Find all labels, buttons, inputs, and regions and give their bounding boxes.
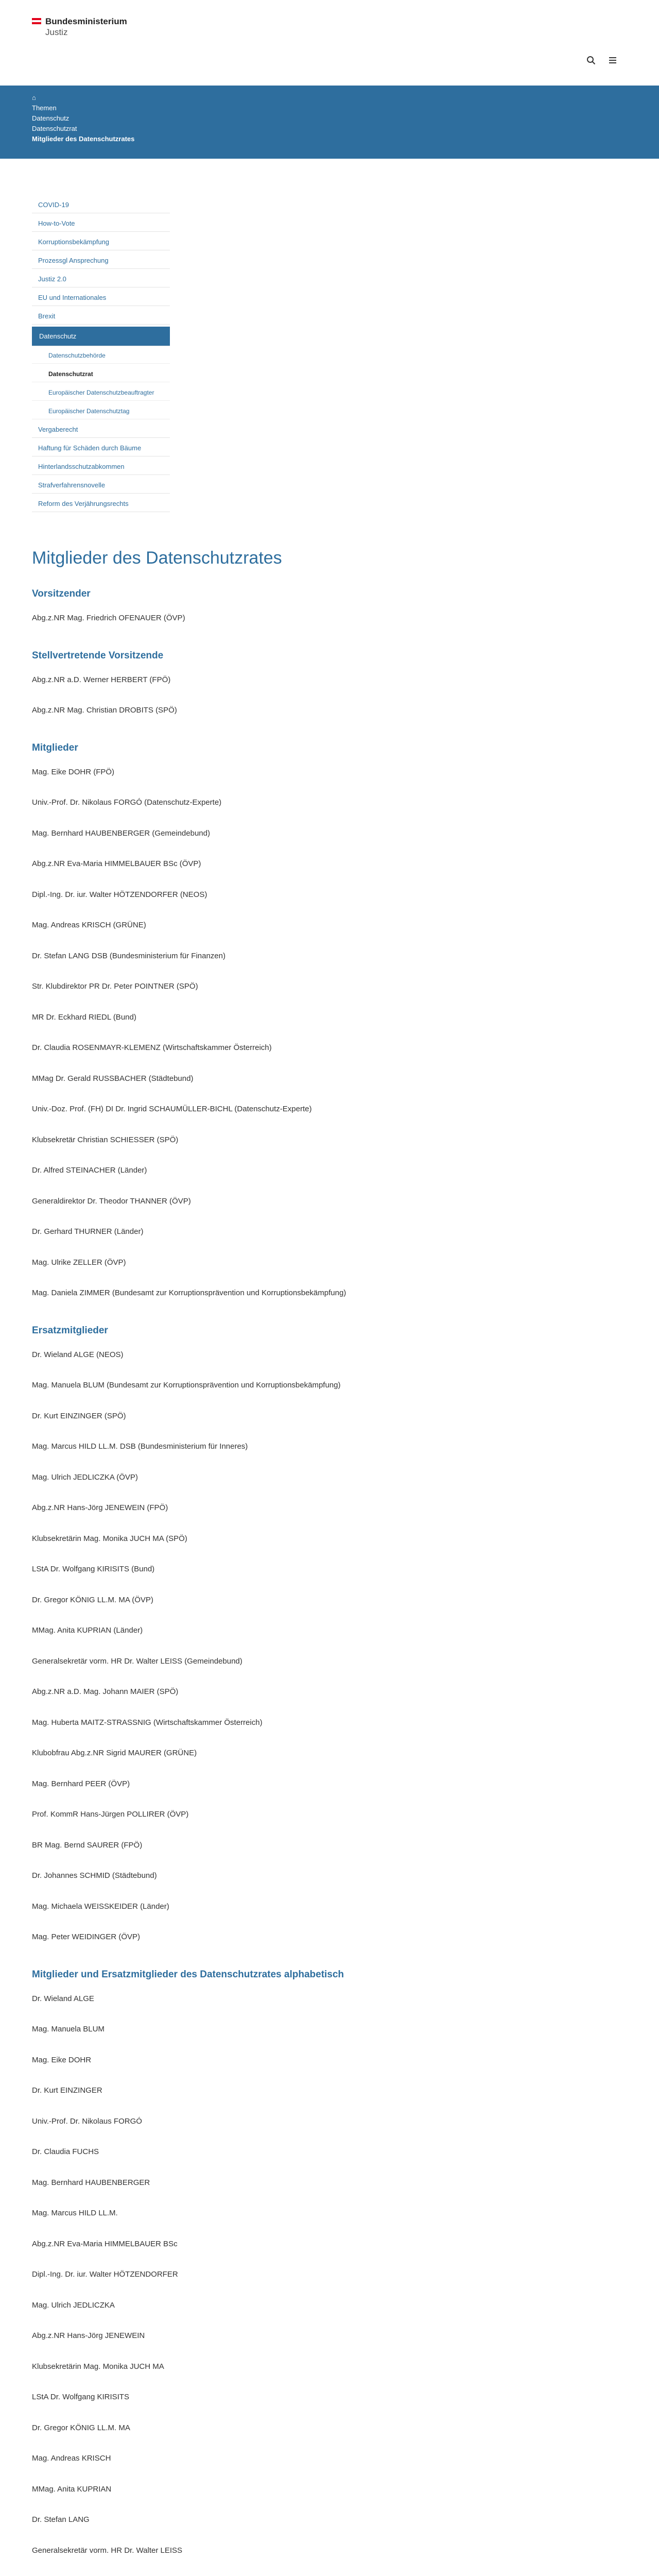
section-heading: Mitglieder (32, 742, 78, 753)
sidebar-item[interactable]: Justiz 2.0 (32, 271, 170, 287)
sidebar-item[interactable]: Korruptionsbekämpfung (32, 234, 170, 250)
logo-subtitle: Justiz (45, 27, 68, 37)
member-entry: Dr. Gerhard THURNER (Länder) (32, 1227, 144, 1236)
member-entry: Mag. Ulrike ZELLER (ÖVP) (32, 1258, 126, 1267)
member-entry: Dr. Stefan LANG DSB (Bundesministerium für Finanzen) (32, 951, 226, 960)
member-entry: Str. Klubdirektor PR Dr. Peter POINTNER (SPÖ) (32, 982, 198, 991)
austrian-flag-icon (32, 18, 41, 24)
sidebar-item[interactable]: Europäischer Datenschutzbeauftragter (32, 384, 170, 401)
member-entry: Univ.-Doz. Prof. (FH) DI Dr. Ingrid SCHAUMÜLLER-BICHL (Datenschutz-Experte) (32, 1105, 312, 1113)
member-entry: Mag. Andreas KRISCH (GRÜNE) (32, 921, 146, 929)
sidebar-item[interactable]: Prozessgl Ansprechung (32, 252, 170, 269)
member-entry: Mag. Manuela BLUM (Bundesamt zur Korruptionsprävention und Korruptionsbekämpfung) (32, 1381, 341, 1389)
member-entry: Generalsekretär vorm. HR Dr. Walter LEISS (32, 2546, 183, 2555)
member-entry: Mag. Michaela WEISSKEIDER (Länder) (32, 1902, 169, 1911)
member-entry: Dr. Stefan LANG (32, 2515, 90, 2524)
logo-title: Bundesministerium (45, 16, 127, 26)
sidebar-item[interactable]: Datenschutz (32, 327, 170, 346)
member-entry: Klubsekretär Christian SCHIESSER (SPÖ) (32, 1135, 179, 1144)
member-entry: Klubsekretärin Mag. Monika JUCH MA (32, 2362, 164, 2371)
sidebar-item[interactable]: Reform des Verjährungsrechts (32, 496, 170, 512)
member-entry: Dr. Wieland ALGE (NEOS) (32, 1350, 124, 1359)
member-entry: Mag. Huberta MAITZ-STRASSNIG (Wirtschaftskammer Österreich) (32, 1718, 263, 1727)
section-heading: Mitglieder und Ersatzmitglieder des Datenschutzrates alphabetisch (32, 1969, 344, 1980)
member-entry: BR Mag. Bernd SAURER (FPÖ) (32, 1840, 143, 1850)
section-heading: Vorsitzender (32, 588, 91, 599)
member-entry: Prof. KommR Hans-Jürgen POLLIRER (ÖVP) (32, 1810, 189, 1819)
sidebar-item[interactable]: EU und Internationales (32, 290, 170, 306)
sidebar-item[interactable]: Europäischer Datenschutztag (32, 403, 170, 419)
breadcrumb-banner (0, 86, 659, 159)
member-entry: MMag. Anita KUPRIAN (32, 2484, 112, 2494)
sidebar-item[interactable]: Vergaberecht (32, 421, 170, 438)
breadcrumb-item[interactable]: Themen (32, 104, 57, 112)
breadcrumb-item: Mitglieder des Datenschutzrates (32, 135, 135, 143)
member-entry: Abg.z.NR a.D. Werner HERBERT (FPÖ) (32, 675, 171, 684)
member-entry: Mag. Marcus HILD LL.M. (32, 2209, 118, 2217)
home-icon[interactable]: ⌂ (32, 94, 36, 101)
search-icon[interactable] (586, 56, 596, 66)
sidebar-item[interactable]: Hinterlandsschutzabkommen (32, 459, 170, 475)
member-entry: Mag. Eike DOHR (FPÖ) (32, 767, 115, 776)
member-entry: Dr. Claudia FUCHS (32, 2147, 99, 2156)
member-entry: Dr. Kurt EINZINGER (32, 2086, 102, 2095)
member-entry: MR Dr. Eckhard RIEDL (Bund) (32, 1012, 136, 1022)
member-entry: Mag. Marcus HILD LL.M. DSB (Bundesministerium für Inneres) (32, 1442, 248, 1451)
member-entry: Dr. Claudia ROSENMAYR-KLEMENZ (Wirtschaftskammer Österreich) (32, 1043, 272, 1052)
section-heading: Ersatzmitglieder (32, 1325, 108, 1336)
sidebar-item[interactable]: Haftung für Schäden durch Bäume (32, 440, 170, 456)
breadcrumb-item[interactable]: Datenschutzrat (32, 125, 77, 132)
member-entry: Dr. Johannes SCHMID (Städtebund) (32, 1871, 157, 1880)
breadcrumb-item[interactable]: Datenschutz (32, 114, 70, 122)
member-entry: MMag. Anita KUPRIAN (Länder) (32, 1626, 143, 1635)
sidebar-item[interactable]: COVID-19 (32, 197, 170, 213)
sidebar-item[interactable]: Datenschutzbehörde (32, 347, 170, 364)
member-entry: Abg.z.NR Eva-Maria HIMMELBAUER BSc (ÖVP) (32, 859, 201, 868)
member-entry: Mag. Andreas KRISCH (32, 2454, 111, 2463)
member-entry: Abg.z.NR Eva-Maria HIMMELBAUER BSc (32, 2239, 178, 2248)
member-entry: Generaldirektor Dr. Theodor THANNER (ÖVP) (32, 1196, 191, 1206)
member-entry: Klubobfrau Abg.z.NR Sigrid MAURER (GRÜNE) (32, 1749, 197, 1757)
member-entry: Dr. Wieland ALGE (32, 1994, 94, 2003)
member-entry: LStA Dr. Wolfgang KIRISITS (32, 2393, 129, 2401)
section-heading: Stellvertretende Vorsitzende (32, 650, 164, 661)
member-entry: Abg.z.NR Hans-Jörg JENEWEIN (32, 2331, 145, 2340)
member-entry: Abg.z.NR Mag. Friedrich OFENAUER (ÖVP) (32, 614, 185, 622)
member-entry: Dipl.-Ing. Dr. iur. Walter HÖTZENDORFER (NEOS) (32, 890, 207, 899)
member-entry: MMag Dr. Gerald RUSSBACHER (Städtebund) (32, 1074, 194, 1083)
breadcrumb (32, 93, 134, 144)
member-entry: Mag. Peter WEIDINGER (ÖVP) (32, 1933, 141, 1941)
member-entry: Dr. Alfred STEINACHER (Länder) (32, 1166, 147, 1175)
member-entry: Mag. Bernhard HAUBENBERGER (Gemeindebund) (32, 828, 210, 838)
member-entry: Univ.-Prof. Dr. Nikolaus FORGÓ (Datenschutz-Experte) (32, 798, 222, 807)
member-entry: Dr. Gregor KÖNIG LL.M. MA (ÖVP) (32, 1595, 153, 1604)
member-entry: Mag. Ulrich JEDLICZKA (ÖVP) (32, 1472, 138, 1482)
member-entry: Klubsekretärin Mag. Monika JUCH MA (SPÖ) (32, 1534, 187, 1543)
member-entry: Mag. Bernhard HAUBENBERGER (32, 2178, 150, 2187)
menu-icon[interactable] (608, 56, 618, 66)
member-entry: Dipl.-Ing. Dr. iur. Walter HÖTZENDORFER (32, 2270, 178, 2279)
sidebar-item[interactable]: How-to-Vote (32, 215, 170, 232)
member-entry: Generalsekretär vorm. HR Dr. Walter LEISS (Gemeindebund) (32, 1656, 242, 1666)
member-entry: Dr. Kurt EINZINGER (SPÖ) (32, 1411, 126, 1420)
member-entry: Univ.-Prof. Dr. Nikolaus FORGÓ (32, 2116, 142, 2126)
page-title: Mitglieder des Datenschutzrates (32, 548, 282, 568)
member-entry: Mag. Bernhard PEER (ÖVP) (32, 1779, 130, 1788)
member-entry: Mag. Daniela ZIMMER (Bundesamt zur Korruptionsprävention und Korruptionsbekämpfung) (32, 1289, 346, 1297)
member-entry: LStA Dr. Wolfgang KIRISITS (Bund) (32, 1565, 155, 1573)
member-entry: Mag. Ulrich JEDLICZKA (32, 2300, 115, 2310)
sidebar-item[interactable]: Strafverfahrensnovelle (32, 477, 170, 494)
member-entry: Mag. Eike DOHR (32, 2055, 92, 2064)
member-entry: Abg.z.NR a.D. Mag. Johann MAIER (SPÖ) (32, 1687, 179, 1696)
member-entry: Dr. Gregor KÖNIG LL.M. MA (32, 2423, 130, 2432)
member-entry: Abg.z.NR Hans-Jörg JENEWEIN (FPÖ) (32, 1503, 168, 1512)
site-header (0, 0, 659, 86)
member-entry: Abg.z.NR Mag. Christian DROBITS (SPÖ) (32, 706, 177, 715)
sidebar-item[interactable]: Brexit (32, 308, 170, 325)
member-entry: Mag. Manuela BLUM (32, 2025, 105, 2033)
sidebar-item[interactable]: Datenschutzrat (32, 366, 170, 382)
